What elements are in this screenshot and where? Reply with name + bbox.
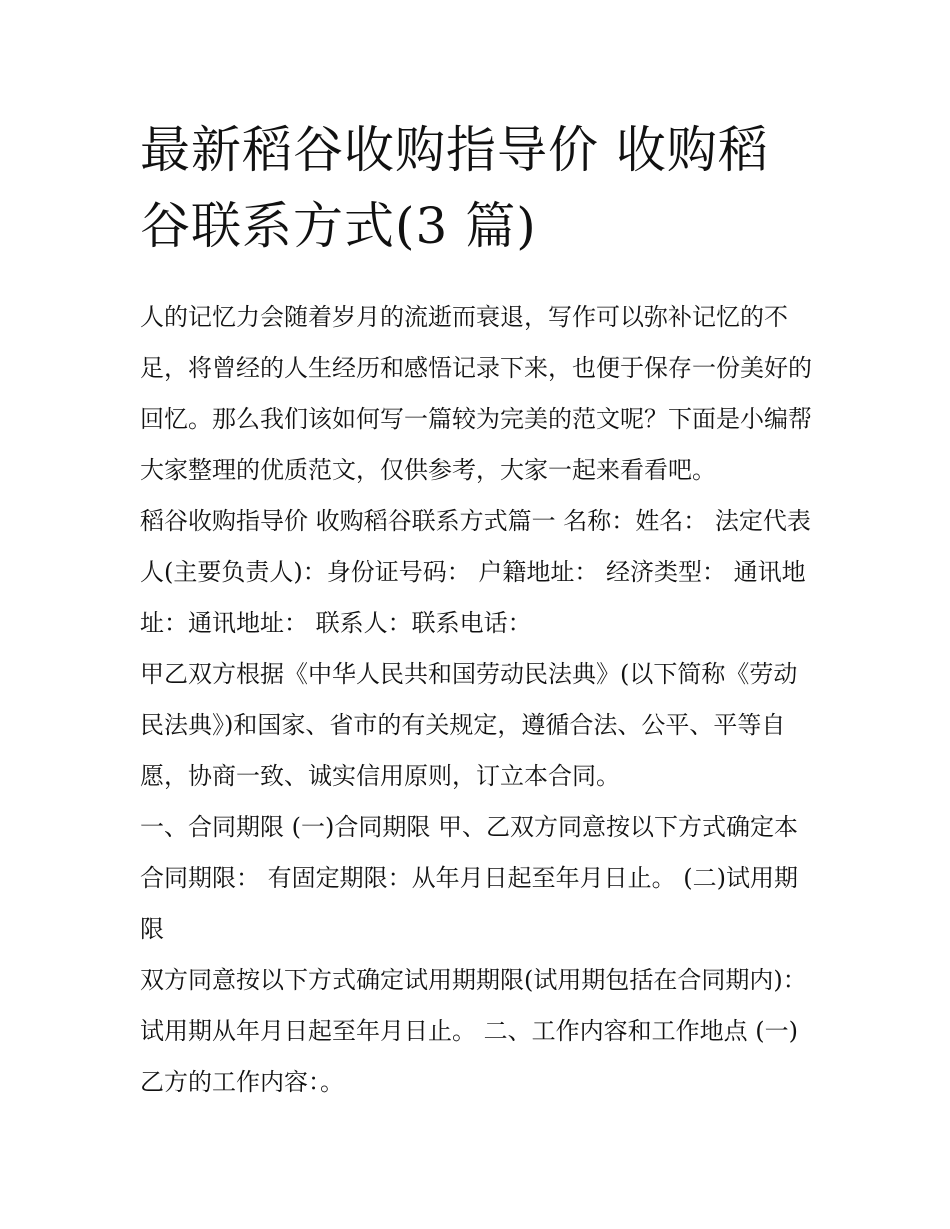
document-page: [140, 112, 815, 1108]
paragraph-contract-term: 一、合同期限 (一)合同期限 甲、乙双方同意按以下方式确定本合同期限： 有固定期限：从年月日起至年月日止。 (二)试用期限: [140, 813, 798, 943]
paragraph-legal-basis: 甲乙双方根据《中华人民共和国劳动民法典》(以下简称《劳动民法典》)和国家、省市的有关规定，遵循合法、公平、平等自愿，协商一致、诚实信用原则，订立本合同。: [140, 660, 798, 790]
paragraph-intro: 人的记忆力会随着岁月的流逝而衰退，写作可以弥补记忆的不足，将曾经的人生经历和感悟记录下来，也便于保存一份美好的回忆。那么我们该如何写一篇较为完美的范文呢？下面是小编帮大家整理的优质范文，仅供参考，大家一起来看看吧。: [140, 303, 812, 484]
paragraph-probation: 双方同意按以下方式确定试用期期限(试用期包括在合同期内)： 试用期从年月日起至年月日止。 二、工作内容和工作地点 (一)乙方的工作内容：。: [140, 966, 807, 1096]
document-body: [140, 292, 815, 1108]
paragraph-contact-info: 稻谷收购指导价 收购稻谷联系方式篇一 名称：姓名： 法定代表人(主要负责人)：身份证号码： 户籍地址： 经济类型： 通讯地址：通讯地址： 联系人：联系电话：: [140, 507, 811, 637]
document-title: 最新稻谷收购指导价 收购稻谷联系方式(3 篇): [140, 121, 769, 255]
